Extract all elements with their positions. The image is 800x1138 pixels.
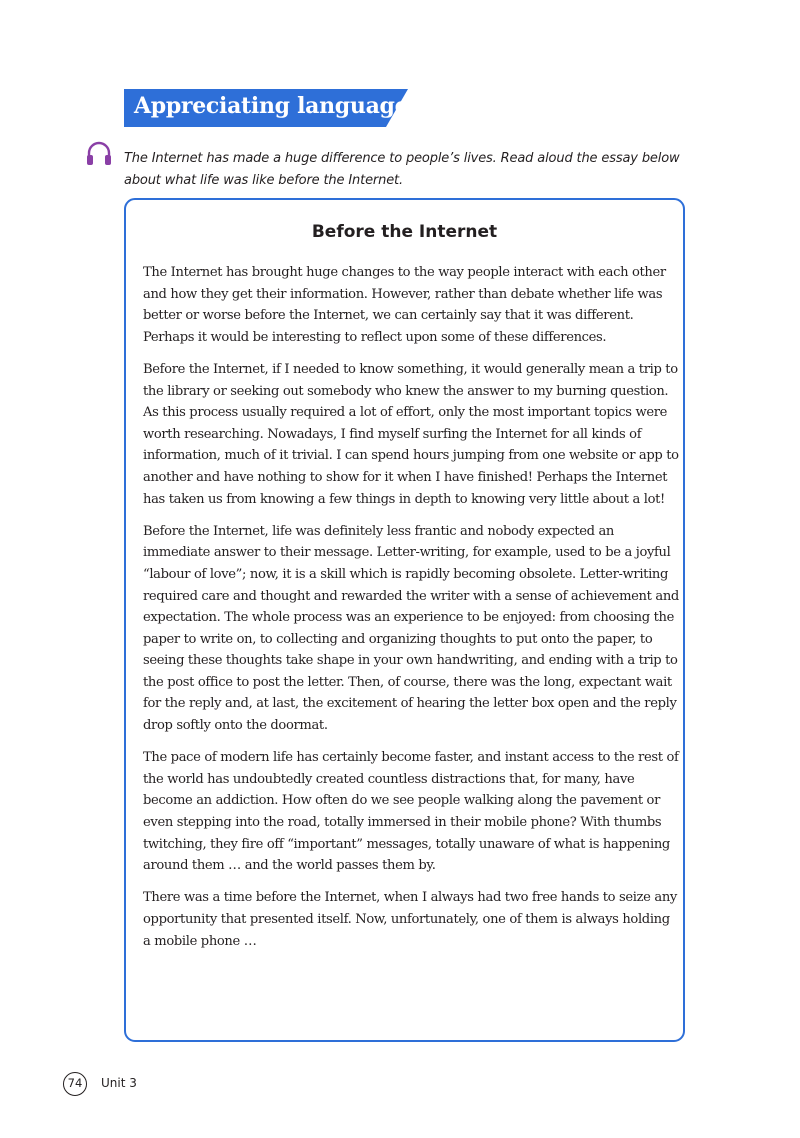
section-title: Appreciating language <box>134 93 409 119</box>
headphones-icon <box>84 138 114 168</box>
essay-title: Before the Internet <box>311 222 498 242</box>
essay-box <box>124 198 685 1042</box>
essay-paragraph: The pace of modern life has certainly become faster, and instant access to the rest of the world has undoubtedly created countless distractions that, for many, have become an addiction. How often do we see people walking along the pavement or even stepping into the road, totally immersed in their mobile phone? With thumbs twitching, they fire off “important” messages, totally unaware of what is happening around them … and the world passes them by. <box>143 750 679 874</box>
essay-body <box>143 262 679 963</box>
essay-paragraph: There was a time before the Internet, when I always had two free hands to seize any opportunity that presented itself. Now, unfortunately, one of them is always holding a mobile phone … <box>143 890 677 949</box>
section-banner <box>124 89 408 127</box>
essay-paragraph: The Internet has brought huge changes to the way people interact with each other and how they get their information. However, rather than debate whether life was better or worse before the Internet, we can certainly say that it was different. Perhaps it would be interesting to reflect upon some of these differences. <box>143 265 666 345</box>
page-number: 74 <box>63 1072 87 1096</box>
essay-paragraph: Before the Internet, life was definitely less frantic and nobody expected an immediate answer to their message. Letter-writing, for example, used to be a joyful “labour of love”; now, it is a skill which is rapidly becoming obsolete. Letter-writing required care and thought and rewarded the writer with a sense of achievement and expectation. The whole process was an experience to be enjoyed: from choosing the paper to write on, to collecting and organizing thoughts to put onto the paper, to seeing these thoughts take shape in your own handwriting, and ending with a trip to the post office to post the letter. Then, of course, there was the long, expectant wait for the reply and, at last, the excitement of hearing the letter box open and the reply drop softly onto the doormat. <box>143 523 679 734</box>
essay-paragraph: Before the Internet, if I needed to know something, it would generally mean a trip to the library or seeking out somebody who knew the answer to my burning question. As this process usually required a lot of effort, only the most important topics were worth researching. Nowadays, I find myself surfing the Internet for all kinds of information, much of it trivial. I can spend hours jumping from one website or app to another and have nothing to show for it when I have finished! Perhaps the Internet has taken us from knowing a few things in depth to knowing very little about a lot! <box>143 361 679 507</box>
instruction-text: The Internet has made a huge difference to people’s lives. Read aloud the essay below about what life was like before the Internet. <box>124 151 680 188</box>
unit-label: Unit 3 <box>101 1076 137 1090</box>
